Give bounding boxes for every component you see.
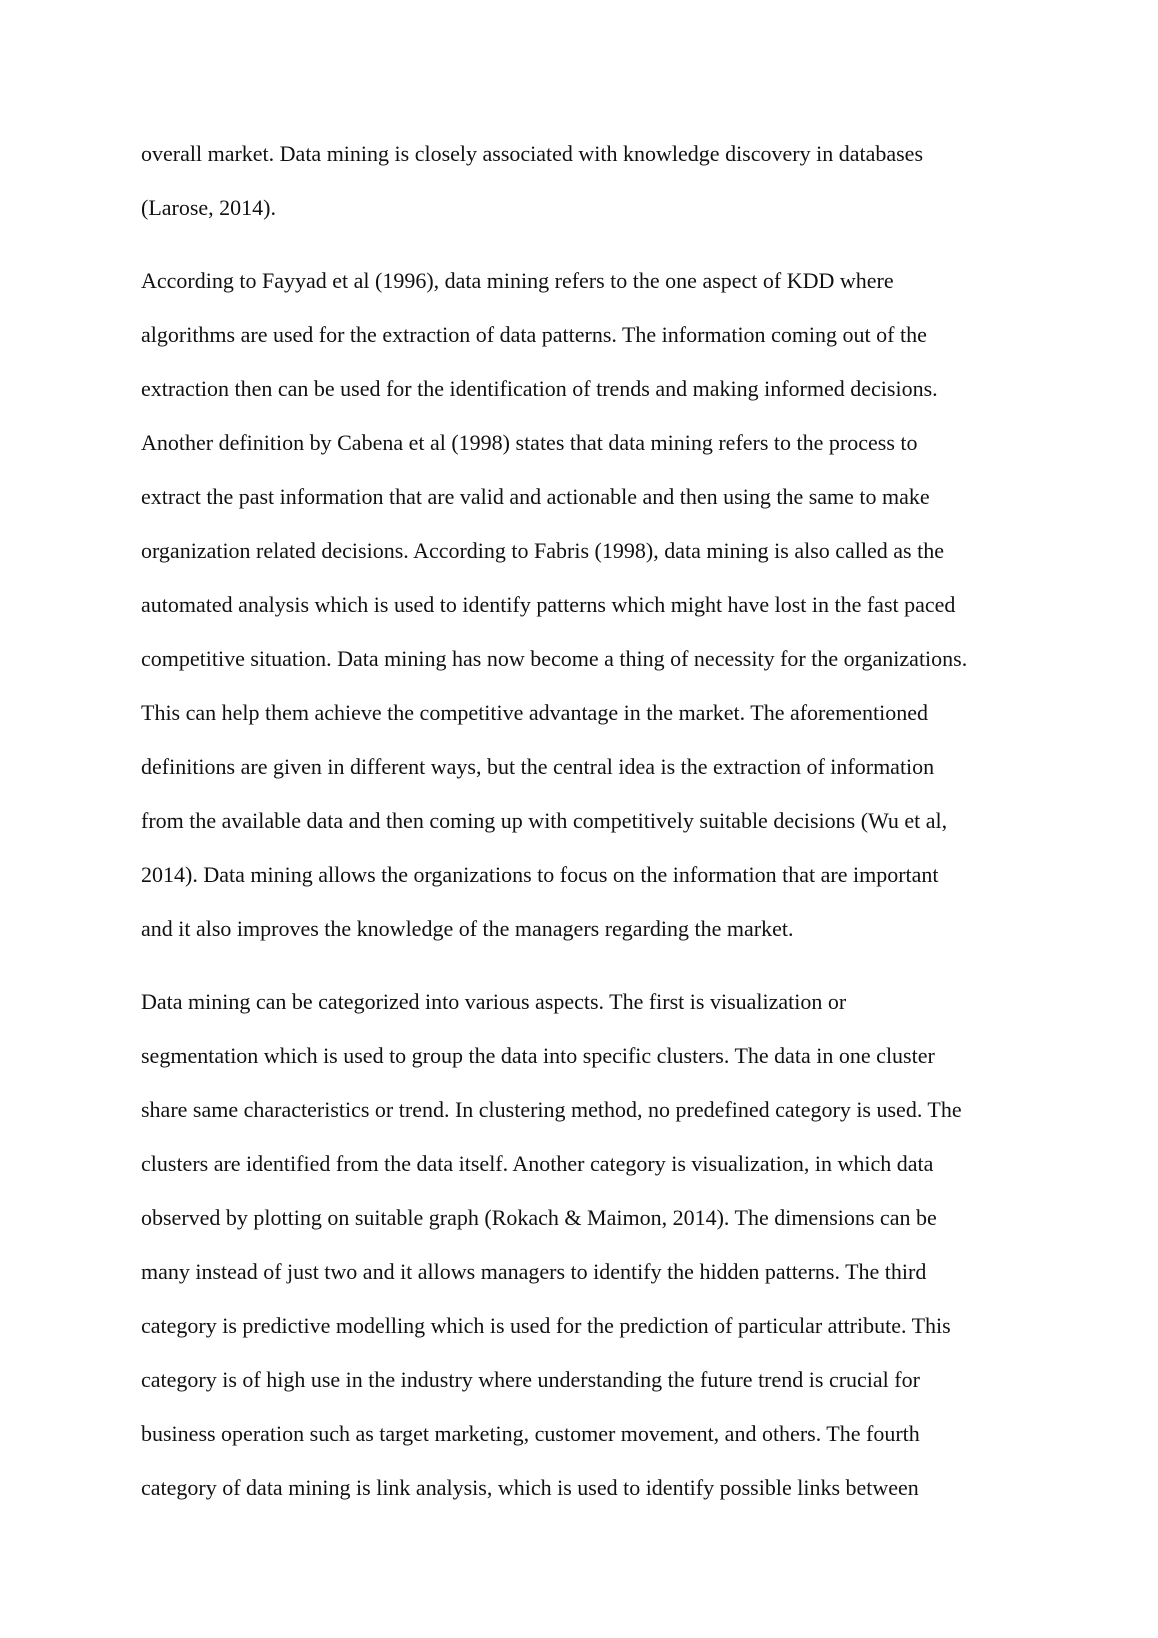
text-line: definitions are given in different ways, but the central idea is the extraction of information (141, 754, 935, 779)
text-line: According to Fayyad et al (1996), data mining refers to the one aspect of KDD where (141, 268, 894, 293)
text-line: automated analysis which is used to identify patterns which might have lost in the fast paced (141, 592, 956, 617)
text-line: from the available data and then coming up with competitively suitable decisions (Wu et al, (141, 808, 948, 833)
body-text (141, 127, 1041, 1515)
text-line: extraction then can be used for the identification of trends and making informed decisions. (141, 376, 938, 401)
text-line: competitive situation. Data mining has now become a thing of necessity for the organizations. (141, 646, 968, 671)
text-line: and it also improves the knowledge of the managers regarding the market. (141, 916, 794, 941)
text-line: category is of high use in the industry where understanding the future trend is crucial for (141, 1367, 920, 1392)
text-line: organization related decisions. According to Fabris (1998), data mining is also called as the (141, 538, 944, 563)
text-line: business operation such as target marketing, customer movement, and others. The fourth (141, 1421, 920, 1446)
paragraph-2 (141, 254, 1041, 956)
paragraph-1 (141, 127, 1041, 235)
text-line: Data mining can be categorized into various aspects. The first is visualization or (141, 989, 847, 1014)
text-line: category is predictive modelling which is used for the prediction of particular attribute. This (141, 1313, 951, 1338)
text-line: 2014). Data mining allows the organizations to focus on the information that are important (141, 862, 939, 887)
text-line: (Larose, 2014). (141, 195, 277, 220)
text-line: category of data mining is link analysis, which is used to identify possible links between (141, 1475, 919, 1500)
text-line: clusters are identified from the data itself. Another category is visualization, in which data (141, 1151, 934, 1176)
text-line: segmentation which is used to group the data into specific clusters. The data in one cluster (141, 1043, 935, 1068)
text-line: Another definition by Cabena et al (1998) states that data mining refers to the process to (141, 430, 918, 455)
text-line: share same characteristics or trend. In clustering method, no predefined category is used. The (141, 1097, 962, 1122)
text-line: observed by plotting on suitable graph (Rokach & Maimon, 2014). The dimensions can be (141, 1205, 937, 1230)
paragraph-3 (141, 975, 1041, 1515)
text-line: This can help them achieve the competitive advantage in the market. The aforementioned (141, 700, 929, 725)
text-line: algorithms are used for the extraction of data patterns. The information coming out of the (141, 322, 927, 347)
text-line: many instead of just two and it allows managers to identify the hidden patterns. The third (141, 1259, 927, 1284)
text-line: overall market. Data mining is closely associated with knowledge discovery in databases (141, 141, 923, 166)
text-line: extract the past information that are valid and actionable and then using the same to make (141, 484, 930, 509)
